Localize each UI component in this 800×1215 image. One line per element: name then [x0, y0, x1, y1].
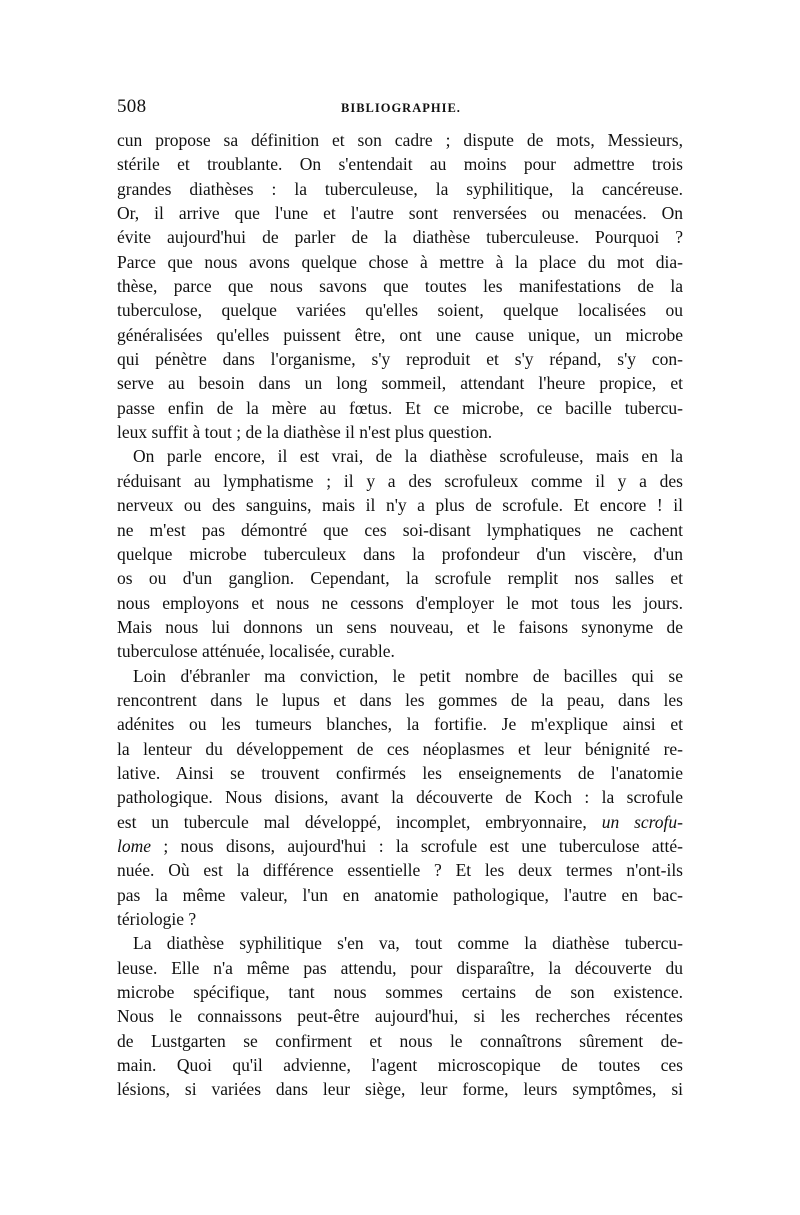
text-line: Nous le connaissons peut-être aujourd'hui, si les recherches récentes — [117, 1006, 683, 1027]
text-line: évite aujourd'hui de parler de la diathèse tuberculeuse. Pourquoi ? — [117, 227, 683, 248]
text-line: serve au besoin dans un long sommeil, attendant l'heure propice, et — [117, 373, 683, 394]
italic-term: lome — [117, 835, 152, 856]
text-line: tuberculose, quelque variées qu'elles soient, quelque localisées ou — [117, 300, 683, 321]
page-number: 508 — [117, 96, 147, 117]
text-line: La diathèse syphilitique s'en va, tout comme la diathèse tubercu- — [133, 933, 683, 954]
text-line: thèse, parce que nous savons que toutes les manifestations de la — [117, 276, 683, 297]
text-line — [117, 810, 683, 834]
text-segment: est un tubercule mal développé, incomplet, embryonnaire, — [117, 811, 587, 832]
text-line: ne m'est pas démontré que ces soi-disant lymphatiques ne cachent — [117, 519, 683, 540]
text-line: microbe spécifique, tant nous sommes certains de son existence. — [117, 982, 683, 1003]
text-line: passe enfin de la mère au fœtus. Et ce microbe, ce bacille tubercu- — [117, 397, 683, 418]
text-line: leuse. Elle n'a même pas attendu, pour disparaître, la découverte du — [117, 957, 683, 978]
text-line: stérile et troublante. On s'entendait au moins pour admettre trois — [117, 154, 683, 175]
text-line: réduisant au lymphatisme ; il y a des scrofuleux comme il y a des — [117, 470, 683, 491]
text-line: quelque microbe tuberculeux dans la profondeur d'un viscère, d'un — [117, 543, 683, 564]
text-line: de Lustgarten se confirment et nous le connaîtrons sûrement de- — [117, 1030, 683, 1051]
text-segment: ; nous disons, aujourd'hui : la scrofule est une tuberculose atté- — [151, 835, 683, 856]
text-line: pas la même valeur, l'un en anatomie pathologique, l'autre en bac- — [117, 884, 683, 905]
text-line: qui pénètre dans l'organisme, s'y reproduit et s'y répand, s'y con- — [117, 349, 683, 370]
text-line: leux suffit à tout ; de la diathèse il n'est plus question. — [117, 422, 493, 443]
text-line: nuée. Où est la différence essentielle ? Et les deux termes n'ont-ils — [117, 860, 683, 881]
text-line: os ou d'un ganglion. Cependant, la scrofule remplit nos salles et — [117, 568, 683, 589]
text-line: tériologie ? — [117, 909, 197, 929]
text-line: nerveux ou des sanguins, mais il n'y a plus de scrofule. Et encore ! il — [117, 495, 683, 516]
text-line: Or, il arrive que l'une et l'autre sont renversées ou menacées. On — [117, 203, 683, 224]
text-line: lative. Ainsi se trouvent confirmés les enseignements de l'anatomie — [117, 762, 683, 783]
text-line: lésions, si variées dans leur siège, leur forme, leurs symptômes, si — [117, 1079, 683, 1100]
text-line — [117, 834, 683, 858]
page-header — [117, 96, 683, 122]
text-line: On parle encore, il est vrai, de la diathèse scrofuleuse, mais en la — [133, 446, 683, 467]
text-line: pathologique. Nous disions, avant la découverte de Koch : la scrofule — [117, 787, 683, 808]
text-line: nous employons et nous ne cessons d'employer le mot tous les jours. — [117, 592, 683, 613]
text-line: Mais nous lui donnons un sens nouveau, et le faisons synonyme de — [117, 616, 683, 637]
running-head: BIBLIOGRAPHIE. — [341, 101, 461, 115]
text-line: adénites ou les tumeurs blanches, la fortifie. Je m'explique ainsi et — [117, 714, 683, 735]
text-line: main. Quoi qu'il advienne, l'agent microscopique de toutes ces — [117, 1055, 683, 1076]
text-line: tuberculose atténuée, localisée, curable. — [117, 641, 395, 662]
text-line: Parce que nous avons quelque chose à mettre à la place du mot dia- — [117, 251, 683, 272]
text-line: cun propose sa définition et son cadre ; dispute de mots, Messieurs, — [117, 130, 683, 150]
text-line: Loin d'ébranler ma conviction, le petit nombre de bacilles qui se — [133, 665, 683, 686]
text-line: généralisées qu'elles puissent être, ont une cause unique, un microbe — [117, 324, 683, 345]
text-line: la lenteur du développement de ces néoplasmes et leur bénignité re- — [117, 738, 683, 759]
text-line: rencontrent dans le lupus et dans les gommes de la peau, dans les — [117, 689, 683, 710]
text-line: grandes diathèses : la tuberculeuse, la syphilitique, la cancéreuse. — [117, 178, 683, 199]
body-text — [117, 128, 683, 1102]
italic-term: un scrofu- — [601, 811, 683, 832]
